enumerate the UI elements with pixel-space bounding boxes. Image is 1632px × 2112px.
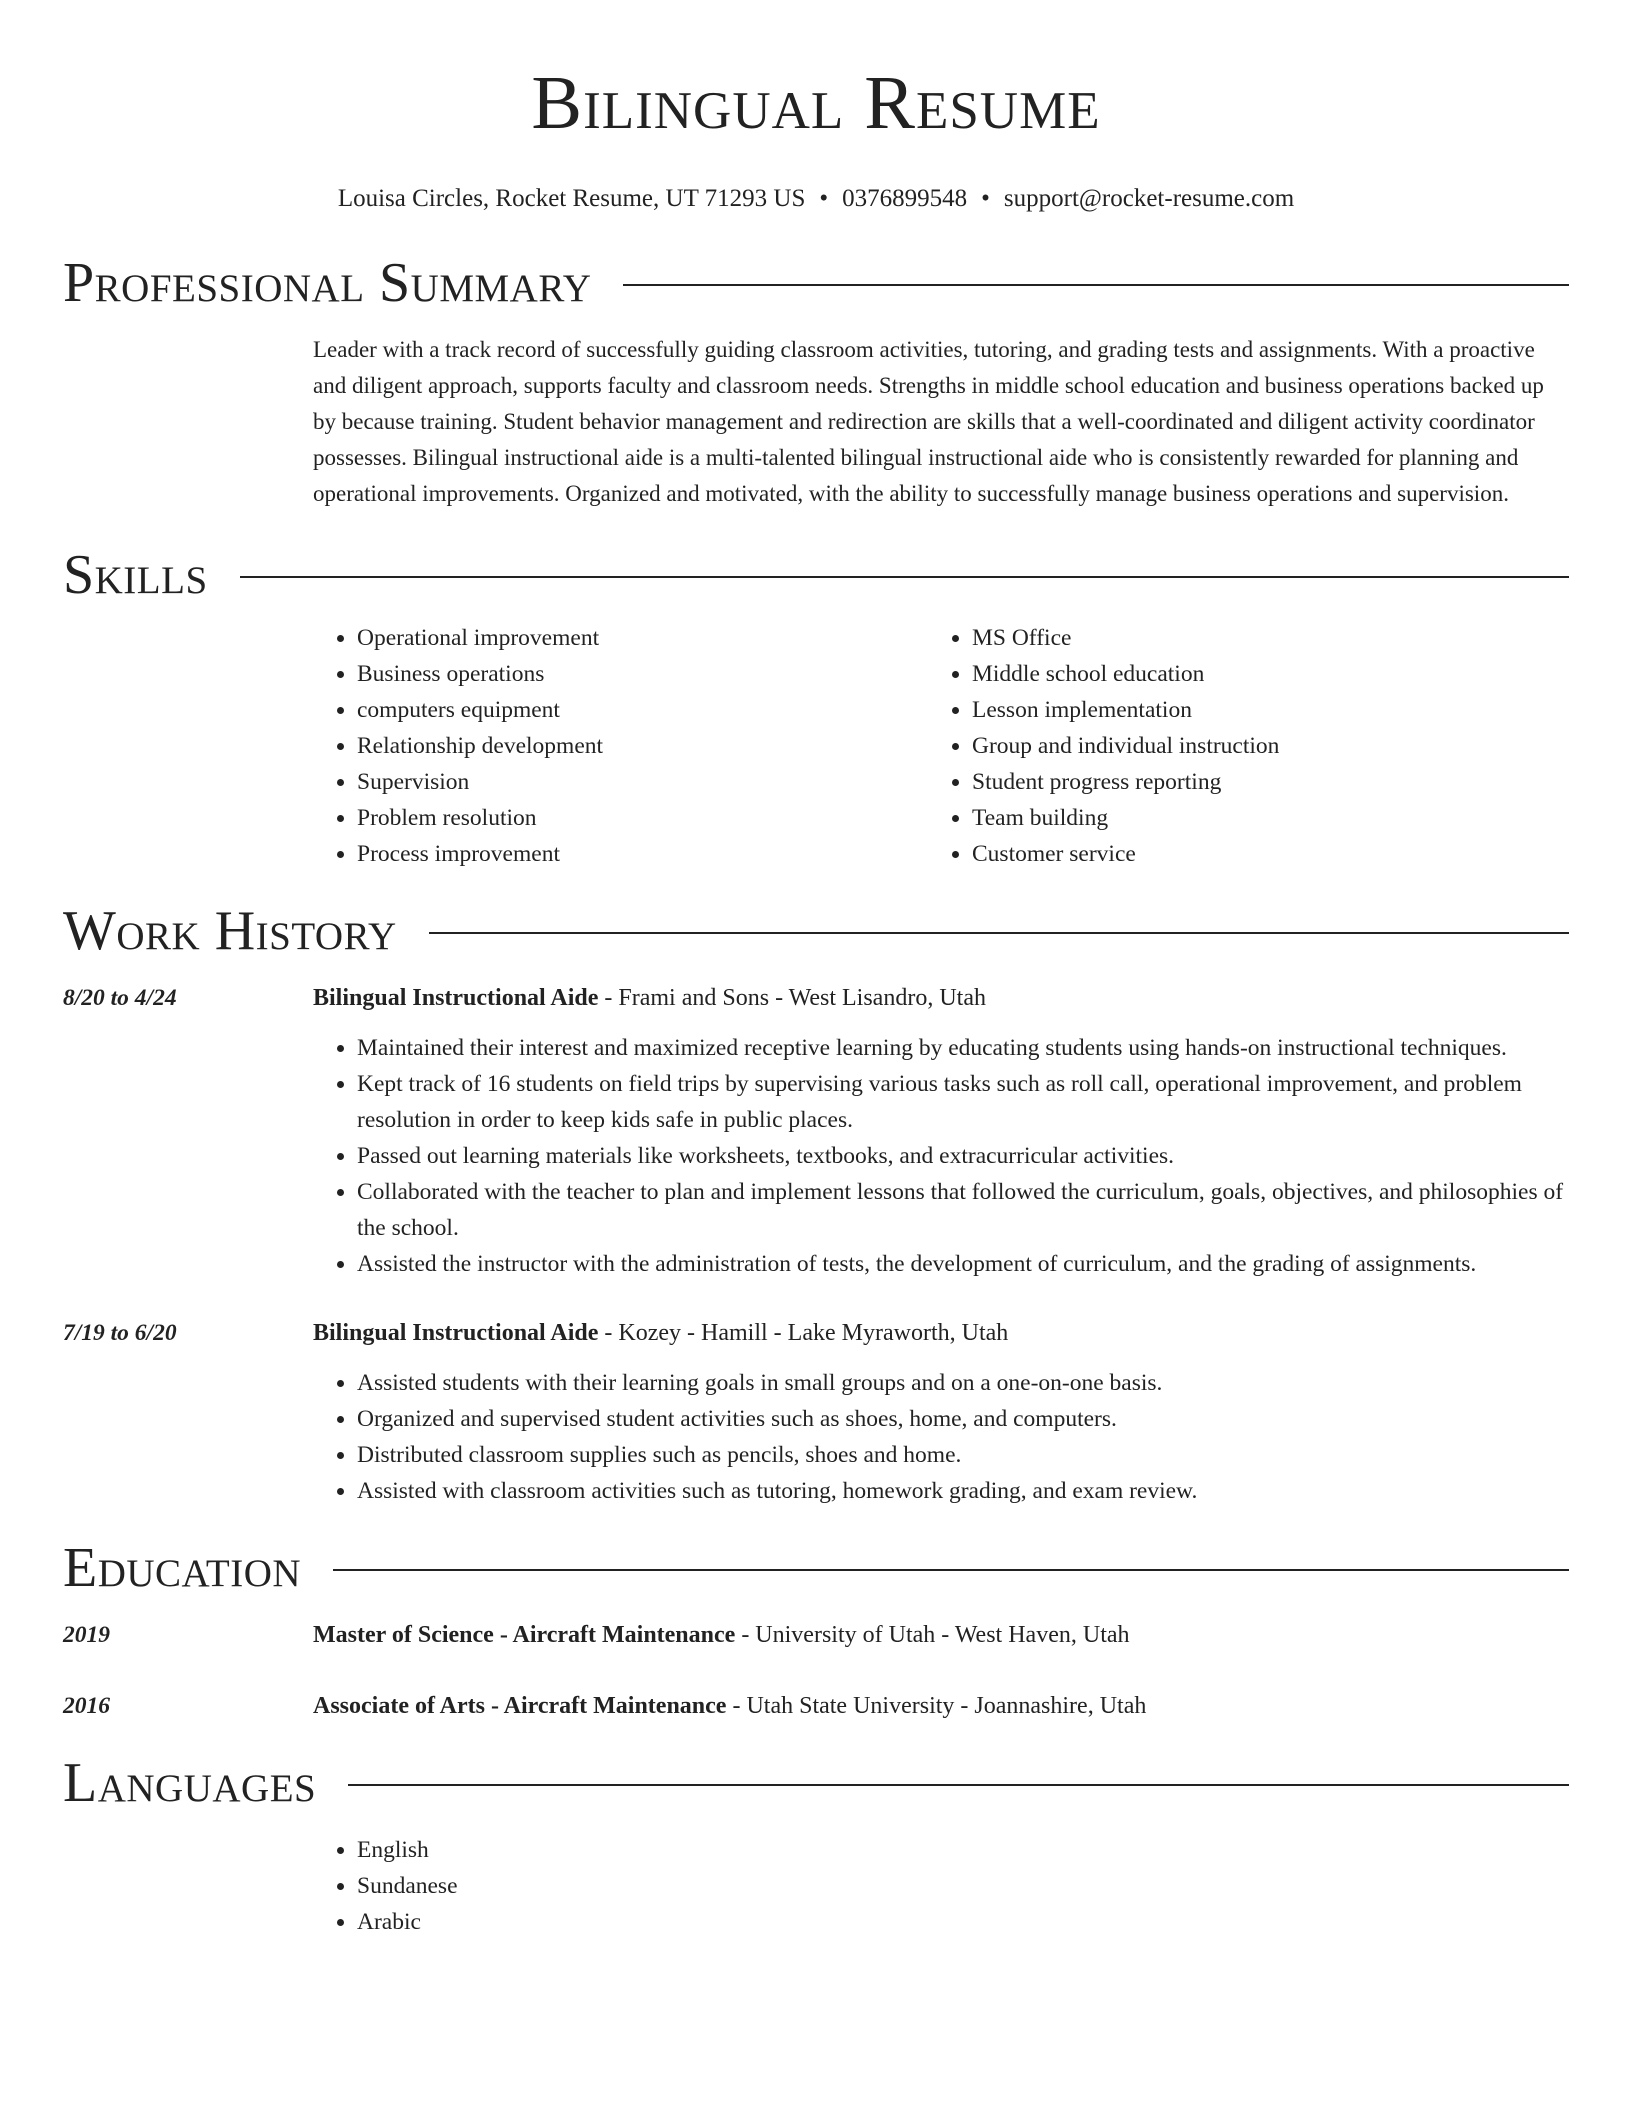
job-bullet: • Passed out learning materials like worksheets, textbooks, and extracurricular activities. (357, 1138, 1569, 1174)
languages-list (313, 1832, 1569, 1940)
section-divider (348, 1784, 1569, 1786)
education-degree: Master of Science - Aircraft Maintenance (313, 1622, 736, 1648)
contact-separator: • (819, 185, 829, 212)
skill-item: • Process improvement (357, 836, 928, 872)
skill-item: • Relationship development (357, 728, 928, 764)
resume-name: Bilingual Resume (531, 61, 1101, 145)
job-bullet: • Kept track of 16 students on field trips by supervising various tasks such as roll call, operational improvement, and problem resolution in order to keep kids safe in public places. (357, 1066, 1569, 1138)
language-item: • Sundanese (357, 1868, 1569, 1904)
job-bullets (313, 1030, 1569, 1282)
summary-section-header (63, 248, 1569, 318)
contact-address: Louisa Circles, Rocket Resume, UT 71293 US (337, 185, 806, 212)
skill-item: • Group and individual instruction (972, 728, 1543, 764)
summary-heading: Professional Summary (63, 252, 592, 314)
contact-line (63, 184, 1569, 214)
language-item: • Arabic (357, 1904, 1569, 1940)
education-entry (63, 1617, 1569, 1653)
skills-column-right (928, 620, 1543, 872)
job-bullet: • Organized and supervised student activities such as shoes, home, and computers. (357, 1401, 1569, 1437)
languages-heading: Languages (63, 1752, 317, 1814)
education-entry (63, 1688, 1569, 1724)
skill-item: • Team building (972, 800, 1543, 836)
job-title-line (313, 1315, 1008, 1351)
skill-item: • Operational improvement (357, 620, 928, 656)
education-details: - Utah State University - Joannashire, Utah (726, 1693, 1147, 1719)
skill-item: • Problem resolution (357, 800, 928, 836)
education-title-line (313, 1688, 1146, 1724)
skills-heading: Skills (63, 544, 208, 606)
job-bullet: • Assisted with classroom activities such as tutoring, homework grading, and exam review. (357, 1473, 1569, 1509)
work-section-header (63, 896, 1569, 966)
education-date: 2016 (63, 1693, 110, 1719)
skill-item: • Middle school education (972, 656, 1543, 692)
section-divider (333, 1569, 1569, 1571)
education-title-line (313, 1617, 1130, 1653)
section-divider (240, 576, 1569, 578)
section-divider (429, 932, 1569, 934)
skills-section-header (63, 540, 1569, 610)
job-bullet: • Distributed classroom supplies such as pencils, shoes and home. (357, 1437, 1569, 1473)
skill-item: • Student progress reporting (972, 764, 1543, 800)
job-title: Bilingual Instructional Aide (313, 1320, 599, 1346)
work-heading: Work History (63, 900, 397, 962)
job-date: 8/20 to 4/24 (63, 985, 177, 1011)
skill-item: • computers equipment (357, 692, 928, 728)
job-bullet: • Collaborated with the teacher to plan and implement lessons that followed the curriculum, goals, objectives, and philosophies of the school. (357, 1174, 1569, 1246)
education-details: - University of Utah - West Haven, Utah (735, 1622, 1130, 1648)
skill-item: • Supervision (357, 764, 928, 800)
contact-email: support@rocket-resume.com (1003, 185, 1295, 212)
languages-section-header (63, 1748, 1569, 1818)
job-details: - Frami and Sons - West Lisandro, Utah (598, 985, 986, 1011)
language-item: • English (357, 1832, 1569, 1868)
job-title: Bilingual Instructional Aide (313, 985, 599, 1011)
job-title-line (313, 980, 986, 1016)
skills-list (313, 620, 1569, 872)
skill-item: • MS Office (972, 620, 1543, 656)
job-details: - Kozey - Hamill - Lake Myraworth, Utah (598, 1320, 1009, 1346)
skill-item: • Business operations (357, 656, 928, 692)
section-divider (623, 284, 1569, 286)
job-bullet: • Maintained their interest and maximized receptive learning by educating students using hands-on instructional techniques. (357, 1030, 1569, 1066)
job-bullets (313, 1365, 1569, 1509)
skills-column-left (313, 620, 928, 872)
education-heading: Education (63, 1537, 302, 1599)
job-bullet: • Assisted the instructor with the administration of tests, the development of curriculum, and the grading of assignments. (357, 1246, 1569, 1282)
skill-item: • Customer service (972, 836, 1543, 872)
contact-phone: 0376899548 (842, 185, 968, 212)
education-date: 2019 (63, 1622, 110, 1648)
summary-text: Leader with a track record of successfully guiding classroom activities, tutoring, and grading tests and assignments. With a proactive and diligent approach, supports faculty and classroom needs. Strengths in middle school education and business operations backed up by because training. Student behavior management and redirection are skills that a well-coordinated and diligent activity coordinator possesses. Bilingual instructional aide is a multi-talented bilingual instructional aide who is consistently rewarded for planning and operational improvements. Organized and motivated, with the ability to successfully manage business operations and supervision. (313, 337, 1544, 506)
job-entry (63, 1315, 1569, 1351)
skill-item: • Lesson implementation (972, 692, 1543, 728)
contact-separator: • (981, 185, 990, 212)
job-entry (63, 980, 1569, 1016)
education-section-header (63, 1533, 1569, 1603)
education-degree: Associate of Arts - Aircraft Maintenance (313, 1693, 727, 1719)
job-bullet: • Assisted students with their learning goals in small groups and on a one-on-one basis. (357, 1365, 1569, 1401)
job-date: 7/19 to 6/20 (63, 1320, 177, 1346)
